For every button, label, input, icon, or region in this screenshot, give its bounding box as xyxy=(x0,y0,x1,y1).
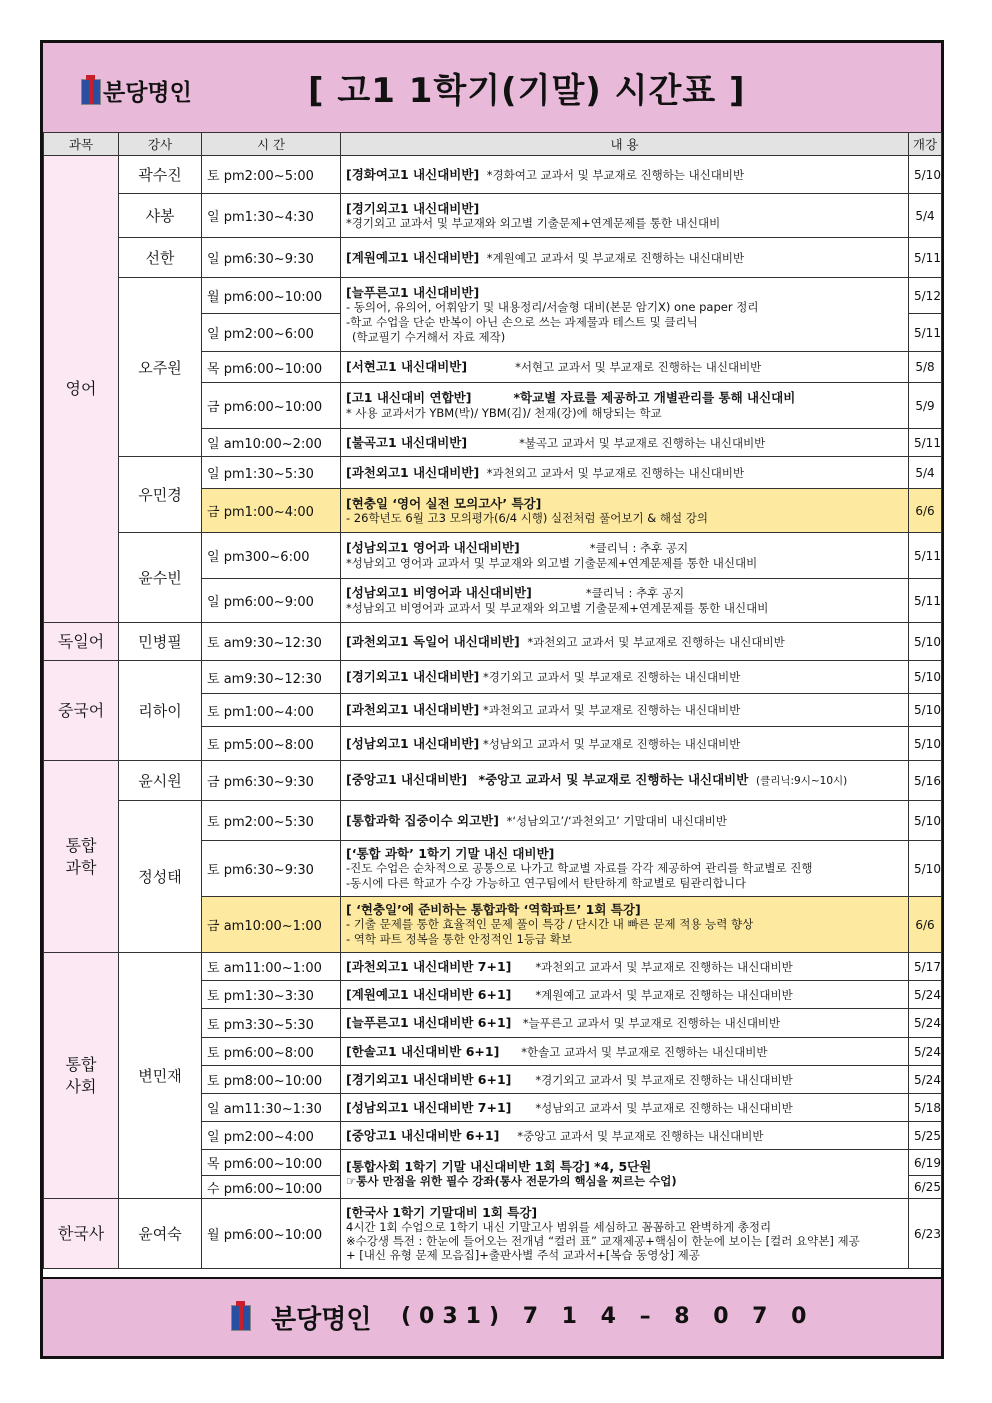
page-title: [ 고1 1학기(기말) 시간표 ] xyxy=(308,71,746,111)
start-date: 5/10 xyxy=(909,841,942,897)
table-row xyxy=(44,156,942,194)
time-cell: 일 pm300~6:00 xyxy=(202,533,341,579)
start-date: 5/4 xyxy=(909,194,942,238)
subject-cell: 영어 xyxy=(44,156,119,623)
time-cell: 일 pm2:00~4:00 xyxy=(202,1122,341,1150)
footer-banner xyxy=(43,1277,941,1356)
content-cell xyxy=(341,897,909,953)
class-desc: + [내신 유형 문제 모음집]+출판사별 주석 교과서+[복습 동영상] 제공 xyxy=(346,1247,700,1262)
class-desc: * 사용 교과서가 YBM(박)/ YBM(김)/ 천재(강)에 해당되는 학교 xyxy=(346,406,662,420)
class-note: *한솔고 교과서 및 부교재로 진행하는 내신대비반 xyxy=(521,1044,768,1059)
class-title: [과천외고1 독일어 내신대비반] xyxy=(346,633,520,649)
table-header-row xyxy=(44,133,942,156)
class-desc: *성남외고 영어과 교과서 및 부교재와 외고별 기출문제+연계문제를 통한 내신대비 xyxy=(346,556,758,570)
class-title: [중앙고1 내신대비반] xyxy=(346,772,468,787)
content-cell xyxy=(341,1094,909,1122)
table-row xyxy=(44,194,942,238)
brand-name: 분당명인 xyxy=(103,80,192,106)
class-note: *과천외고 교과서 및 부교재로 진행하는 내신대비반 xyxy=(527,634,785,649)
class-note: *과천외고 교과서 및 부교재로 진행하는 내신대비반 xyxy=(486,465,745,480)
table-row xyxy=(44,801,942,841)
teacher-cell: 정성태 xyxy=(119,801,202,953)
class-note: *클리닉 : 추후 공지 xyxy=(589,541,689,555)
content-cell xyxy=(341,1038,909,1066)
table-row xyxy=(44,238,942,278)
footer-brand: 분당명인 xyxy=(271,1305,372,1335)
time-cell: 월 pm6:00~10:00 xyxy=(202,1199,341,1269)
teacher-cell: 선한 xyxy=(119,238,202,278)
class-note: *학교별 자료를 제공하고 개별관리를 통해 내신대비 xyxy=(513,390,796,405)
start-date: 6/6 xyxy=(909,897,942,953)
class-desc: *성남외고 비영어과 교과서 및 부교재와 외고별 기출문제+연계문제를 통한 내신대비 xyxy=(346,601,769,615)
class-title: [현충일 ‘영어 실전 모의고사’ 특강] xyxy=(346,495,542,511)
class-note: *경화여고 교과서 및 부교재로 진행하는 내신대비반 xyxy=(486,167,745,182)
content-cell xyxy=(341,1122,909,1150)
time-cell: 일 pm6:00~9:00 xyxy=(202,579,341,623)
time-cell: 토 pm8:00~10:00 xyxy=(202,1066,341,1094)
content-cell xyxy=(341,1199,909,1269)
class-title: [서현고1 내신대비반] xyxy=(346,359,468,374)
class-desc: 4시간 1회 수업으로 1학기 내신 기말고사 범위를 세심하고 꼼꼼하고 완벽하게 총정리 xyxy=(346,1219,772,1234)
class-title: [통합사회 1학기 기말 내신대비반 1회 특강] *4, 5단원 xyxy=(346,1159,652,1174)
class-title: [한솔고1 내신대비반 6+1] xyxy=(346,1043,500,1059)
content-cell xyxy=(341,156,909,194)
subject-cell: 독일어 xyxy=(44,623,119,661)
start-date: 5/11 xyxy=(909,579,942,623)
class-note: *경기외고 교과서 및 부교재로 진행하는 내신대비반 xyxy=(535,1072,793,1087)
class-desc: - 역학 파트 정복을 통한 안정적인 1등급 확보 xyxy=(346,932,572,946)
col-teacher: 강사 xyxy=(119,133,202,156)
class-desc: - 동의어, 유의어, 어휘암기 및 내용정리/서술형 대비(본문 암기X) one paper 정리 xyxy=(346,299,759,314)
time-cell: 일 am10:00~2:00 xyxy=(202,429,341,457)
start-date: 6/23 xyxy=(909,1199,942,1269)
time-cell: 토 pm2:00~5:30 xyxy=(202,801,341,841)
content-cell xyxy=(341,841,909,897)
class-title: [계원예고1 내신대비반] xyxy=(346,249,480,265)
class-note: *경기외고 교과서 및 부교재로 진행하는 내신대비반 xyxy=(482,670,741,684)
class-title: [고1 내신대비 연합반] xyxy=(346,390,472,405)
class-title: [ ‘현충일’에 준비하는 통합과학 ‘역학파트’ 1회 특강] xyxy=(346,902,641,917)
class-title: [과천외고1 내신대비반] xyxy=(346,702,480,717)
class-title: [경기외고1 내신대비반 6+1] xyxy=(346,1071,512,1087)
start-date: 5/10 xyxy=(909,694,942,727)
class-desc: ※수강생 특전 : 한눈에 들어오는 전개념 “컬러 표” 교재제공+핵심이 한눈에 보이는 [컬러 요약본] 제공 xyxy=(346,1233,860,1248)
start-date: 5/11 xyxy=(909,429,942,457)
content-cell xyxy=(341,661,909,694)
content-cell xyxy=(341,457,909,489)
start-date: 5/9 xyxy=(909,383,942,429)
time-cell: 금 pm6:30~9:30 xyxy=(202,761,341,801)
schedule-table xyxy=(43,132,942,1269)
class-note: *성남외고 교과서 및 부교재로 진행하는 내신대비반 xyxy=(535,1100,793,1115)
class-note: *과천외고 교과서 및 부교재로 진행하는 내신대비반 xyxy=(482,703,741,717)
time-cell: 월 pm6:00~10:00 xyxy=(202,278,341,314)
table-row xyxy=(44,278,942,314)
class-note: *중앙고 교과서 및 부교재로 진행하는 내신대비반 xyxy=(478,772,749,787)
time-cell: 토 am9:30~12:30 xyxy=(202,623,341,661)
class-note: *늘푸른고 교과서 및 부교재로 진행하는 내신대비반 xyxy=(522,1016,781,1030)
class-title: [통합과학 집중이수 외고반] xyxy=(346,812,499,828)
time-cell: 토 pm2:00~5:00 xyxy=(202,156,341,194)
start-date: 5/12 xyxy=(909,278,942,314)
start-date: 5/11 xyxy=(909,314,942,352)
class-desc: ☞통사 만점을 위한 필수 강좌(통사 전문가의 핵심을 찌르는 수업) xyxy=(346,1174,677,1188)
start-date: 5/10 xyxy=(909,623,942,661)
col-subject: 과목 xyxy=(44,133,119,156)
class-title: [‘통합 과학’ 1학기 기말 내신 대비반] xyxy=(346,846,555,861)
table-row xyxy=(44,533,942,579)
time-cell: 토 pm3:30~5:30 xyxy=(202,1009,341,1038)
teacher-cell: 민병필 xyxy=(119,623,202,661)
time-cell: 일 pm1:30~4:30 xyxy=(202,194,341,238)
content-cell xyxy=(341,352,909,383)
logo-icon xyxy=(231,1305,251,1331)
content-cell xyxy=(341,623,909,661)
time-cell: 토 am9:30~12:30 xyxy=(202,661,341,694)
start-date: 5/10 xyxy=(909,727,942,761)
start-date: 5/8 xyxy=(909,352,942,383)
table-row xyxy=(44,457,942,489)
content-cell xyxy=(341,1150,909,1199)
content-cell xyxy=(341,238,909,278)
class-title: [과천외고1 내신대비반 7+1] xyxy=(346,958,512,974)
time-cell: 일 am11:30~1:30 xyxy=(202,1094,341,1122)
subject-cell: 통합 사회 xyxy=(44,953,119,1199)
content-cell xyxy=(341,694,909,727)
table-row xyxy=(44,1199,942,1269)
time-cell: 금 pm1:00~4:00 xyxy=(202,489,341,533)
class-desc: - 26학년도 6월 고3 모의평가(6/4 시행) 실전처럼 풀어보기 & 해설 강의 xyxy=(346,510,708,525)
class-title: [늘푸른고1 내신대비반 6+1] xyxy=(346,1015,512,1030)
start-date: 5/11 xyxy=(909,238,942,278)
content-cell xyxy=(341,278,909,352)
content-cell xyxy=(341,1009,909,1038)
start-date: 5/10 xyxy=(909,661,942,694)
class-desc: (학교필기 수거해서 자료 제작) xyxy=(352,329,506,344)
start-date: 5/10 xyxy=(909,801,942,841)
start-date: 5/16 xyxy=(909,761,942,801)
teacher-cell: 윤수빈 xyxy=(119,533,202,623)
teacher-cell: 우민경 xyxy=(119,457,202,533)
teacher-cell: 리하이 xyxy=(119,661,202,761)
class-note: *불곡고 교과서 및 부교재로 진행하는 내신대비반 xyxy=(519,435,766,450)
time-cell: 목 pm6:00~10:00 xyxy=(202,352,341,383)
col-content: 내 용 xyxy=(341,133,909,156)
content-cell xyxy=(341,981,909,1009)
class-note: *과천외고 교과서 및 부교재로 진행하는 내신대비반 xyxy=(535,959,793,974)
class-note: *계원예고 교과서 및 부교재로 진행하는 내신대비반 xyxy=(486,250,745,265)
content-cell xyxy=(341,953,909,981)
logo-icon xyxy=(81,79,101,105)
time-cell: 일 pm2:00~6:00 xyxy=(202,314,341,352)
class-title: [경기외고1 내신대비반] xyxy=(346,200,480,216)
teacher-cell: 변민재 xyxy=(119,953,202,1199)
time-cell: 토 pm6:30~9:30 xyxy=(202,841,341,897)
phone-number: (031) 7 1 4 – 8 0 7 0 xyxy=(401,1304,815,1329)
start-date: 5/24 xyxy=(909,1066,942,1094)
time-cell: 토 pm5:00~8:00 xyxy=(202,727,341,761)
class-note: *‘성남외고’/‘과천외고’ 기말대비 내신대비반 xyxy=(506,813,728,828)
class-note: *서현고 교과서 및 부교재로 진행하는 내신대비반 xyxy=(515,360,762,374)
subject-cell: 통합 과학 xyxy=(44,761,119,953)
start-date: 5/18 xyxy=(909,1094,942,1122)
class-title: [계원예고1 내신대비반 6+1] xyxy=(346,986,512,1002)
start-date: 6/25 xyxy=(909,1176,942,1199)
clinic-note: (클리닉:9시~10시) xyxy=(755,775,848,787)
time-cell: 토 pm1:00~4:00 xyxy=(202,694,341,727)
start-date: 5/11 xyxy=(909,533,942,579)
table-row xyxy=(44,661,942,694)
time-cell: 금 pm6:00~10:00 xyxy=(202,383,341,429)
teacher-cell: 샤봉 xyxy=(119,194,202,238)
class-title: [늘푸른고1 내신대비반] xyxy=(346,284,480,300)
class-title: [불곡고1 내신대비반] xyxy=(346,434,468,450)
start-date: 6/19 xyxy=(909,1150,942,1176)
time-cell: 토 pm6:00~8:00 xyxy=(202,1038,341,1066)
table-row xyxy=(44,623,942,661)
table-row xyxy=(44,761,942,801)
time-cell: 일 pm6:30~9:30 xyxy=(202,238,341,278)
start-date: 5/24 xyxy=(909,1038,942,1066)
time-cell: 금 am10:00~1:00 xyxy=(202,897,341,953)
subject-cell: 한국사 xyxy=(44,1199,119,1269)
teacher-cell: 윤여숙 xyxy=(119,1199,202,1269)
time-cell: 수 pm6:00~10:00 xyxy=(202,1176,341,1199)
content-cell xyxy=(341,489,909,533)
timetable-sheet xyxy=(40,40,944,1359)
class-desc: - 기출 문제를 통한 효율적인 문제 풀이 특강 / 단시간 내 빠른 문제 적용 능력 향상 xyxy=(346,917,754,931)
class-title: [성남외고1 영어과 내신대비반] xyxy=(346,540,520,555)
content-cell xyxy=(341,1066,909,1094)
start-date: 5/24 xyxy=(909,1009,942,1038)
class-title: [중앙고1 내신대비반 6+1] xyxy=(346,1127,500,1143)
class-title: [성남외고1 내신대비반 7+1] xyxy=(346,1099,512,1115)
content-cell xyxy=(341,761,909,801)
time-cell: 토 am11:00~1:00 xyxy=(202,953,341,981)
content-cell xyxy=(341,383,909,429)
teacher-cell: 곽수진 xyxy=(119,156,202,194)
class-note: *성남외고 교과서 및 부교재로 진행하는 내신대비반 xyxy=(482,736,741,751)
time-cell: 일 pm1:30~5:30 xyxy=(202,457,341,489)
class-desc: -학교 수업을 단순 반복이 아닌 손으로 쓰는 과제물과 테스트 및 클리닉 xyxy=(346,314,698,329)
class-title: [경기외고1 내신대비반] xyxy=(346,669,480,684)
start-date: 5/17 xyxy=(909,953,942,981)
time-cell: 목 pm6:00~10:00 xyxy=(202,1150,341,1176)
col-time: 시 간 xyxy=(202,133,341,156)
content-cell xyxy=(341,579,909,623)
class-note: *클리닉 : 추후 공지 xyxy=(585,586,685,600)
content-cell xyxy=(341,801,909,841)
subject-cell: 중국어 xyxy=(44,661,119,761)
col-start: 개강 xyxy=(909,133,942,156)
class-title: [성남외고1 내신대비반] xyxy=(346,735,480,751)
content-cell xyxy=(341,194,909,238)
start-date: 5/24 xyxy=(909,981,942,1009)
time-cell: 토 pm1:30~3:30 xyxy=(202,981,341,1009)
start-date: 5/10 xyxy=(909,156,942,194)
class-desc: -동시에 다른 학교가 수강 가능하고 연구팀에서 탄탄하게 학교별로 팀관리합니다 xyxy=(346,876,746,890)
class-note: *계원예고 교과서 및 부교재로 진행하는 내신대비반 xyxy=(535,987,793,1002)
content-cell xyxy=(341,533,909,579)
table-row xyxy=(44,953,942,981)
class-desc: *경기외고 교과서 및 부교재와 외고별 기출문제+연계문제를 통한 내신대비 xyxy=(346,215,721,230)
class-title: [한국사 1학기 기말대비 1회 특강] xyxy=(346,1204,538,1220)
class-title: [과천외고1 내신대비반] xyxy=(346,464,480,480)
teacher-cell: 오주원 xyxy=(119,278,202,457)
class-title: [경화여고1 내신대비반] xyxy=(346,166,480,182)
start-date: 6/6 xyxy=(909,489,942,533)
header-banner xyxy=(43,43,941,134)
class-note: *중앙고 교과서 및 부교재로 진행하는 내신대비반 xyxy=(517,1128,764,1143)
class-desc: -진도 수업은 순차적으로 공통으로 나가고 학교별 자료를 각각 제공하여 관리를 학교별로 진행 xyxy=(346,861,813,875)
class-title: [성남외고1 비영어과 내신대비반] xyxy=(346,585,532,600)
content-cell xyxy=(341,429,909,457)
teacher-cell: 윤시원 xyxy=(119,761,202,801)
start-date: 5/4 xyxy=(909,457,942,489)
content-cell xyxy=(341,727,909,761)
start-date: 5/25 xyxy=(909,1122,942,1150)
